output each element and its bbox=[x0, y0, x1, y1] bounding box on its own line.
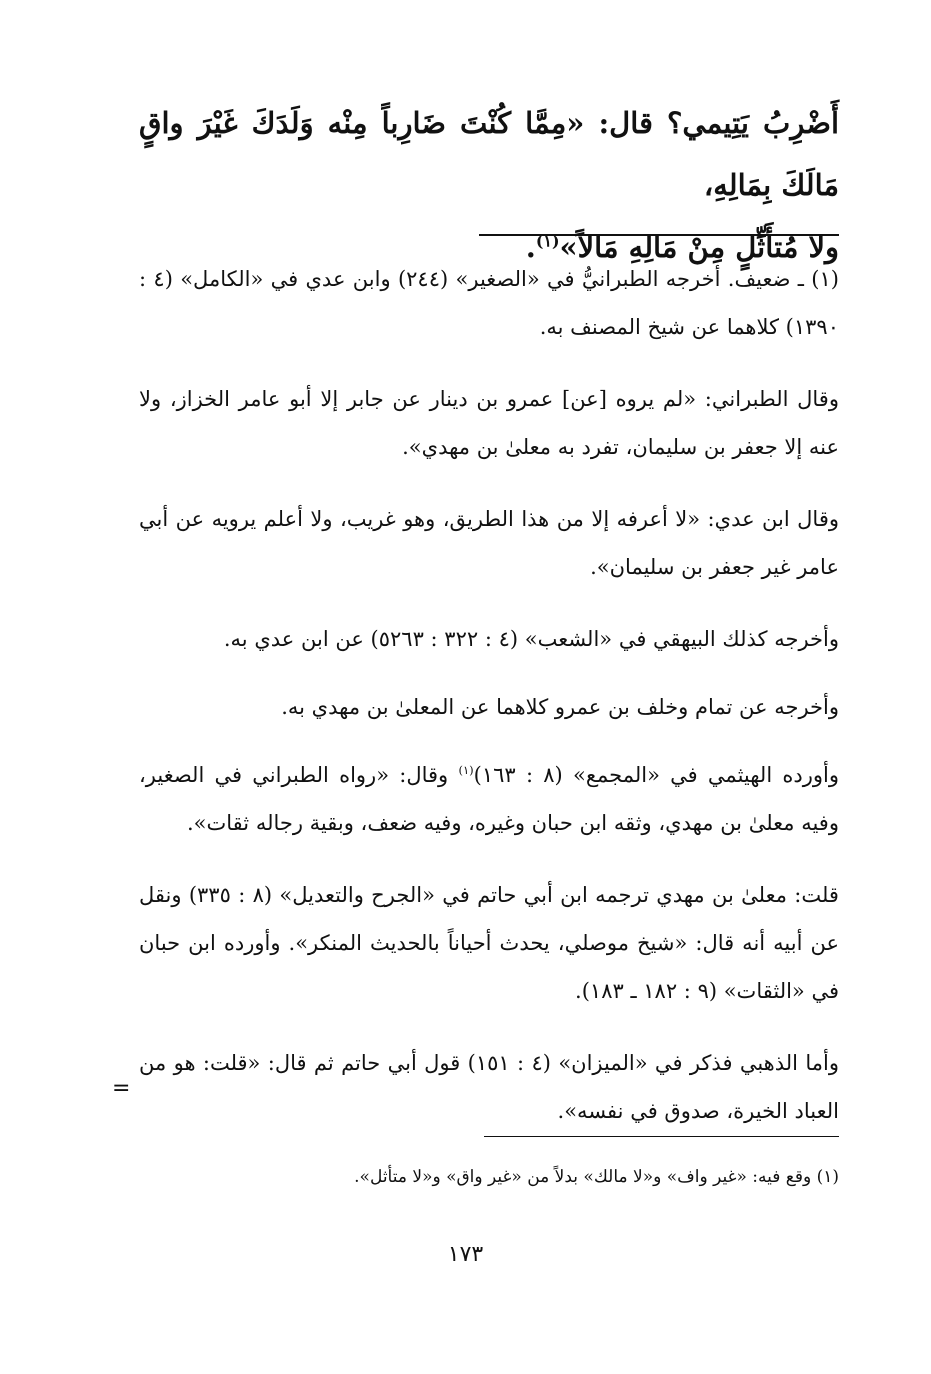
main-text-line-2-end: . bbox=[525, 230, 536, 264]
commentary-paragraph: قلت: معلىٰ بن مهدي ترجمه ابن أبي حاتم في «الجرح والتعديل» (٨ : ٣٣٥) ونقل عن أبيه أنه قال: «شيخ موصلي، يحدث أحياناً بالحديث المنكر». وأورده ابن حبان في «الثقات» (٩ : ١٨٢ ـ ١٨٣). bbox=[139, 883, 839, 1003]
bottom-footnote: (١) وقع فيه: «غير واف» و«لا مالك» بدلاً من «غير واق» و«لا متأثل». bbox=[354, 1167, 839, 1187]
commentary-paragraph: وأخرجه كذلك البيهقي في «الشعب» (٤ : ٣٢٢ : ٥٢٦٣) عن ابن عدي به. bbox=[223, 627, 839, 651]
commentary-paragraph: وقال الطبراني: «لم يروه [عن] عمرو بن دينار عن جابر إلا أبو عامر الخزاز، ولا عنه إلا جعفر بن سليمان، تفرد به معلىٰ بن مهدي». bbox=[139, 387, 839, 459]
commentary-paragraph-haythami bbox=[139, 751, 839, 847]
footnote-ref-main: (١) bbox=[535, 231, 560, 251]
hadith-main-text bbox=[139, 92, 839, 278]
footnote-separator-rule bbox=[484, 1136, 839, 1137]
main-text-line-1: أَضْرِبُ يَتِيمي؟ قال: «مِمَّا كُنْتَ ضَارِباً مِنْه وَلَدَكَ غَيْرَ واقٍ مَالَكَ بِمَالِهِ، bbox=[139, 106, 839, 202]
haythami-before-ref: وأورده الهيثمي في «المجمع» (٨ : ١٦٣) bbox=[473, 763, 839, 787]
commentary-separator-rule bbox=[479, 234, 839, 236]
haythami-after-ref: وقال: «رواه الطبراني في الصغير، وفيه معلىٰ بن مهدي، وثقه ابن حبان وغيره، وفيه ضعف، وبقية رجاله ثقات». bbox=[139, 763, 839, 835]
footnote-ref-commentary: (١) bbox=[458, 763, 474, 777]
commentary-paragraph: (١) ـ ضعيف. أخرجه الطبرانيُّ في «الصغير» (٢٤٤) وابن عدي في «الكامل» (٤ : ١٣٩٠) كلاهما عن شيخ المصنف به. bbox=[139, 267, 839, 339]
page-number: ١٧٣ bbox=[447, 1242, 484, 1267]
commentary-paragraph: وأما الذهبي فذكر في «الميزان» (٤ : ١٥١) قول أبي حاتم ثم قال: «قلت: هو من العباد الخيرة، صدوق في نفسه». bbox=[139, 1051, 839, 1123]
commentary-paragraph: وأخرجه عن تمام وخلف بن عمرو كلاهما عن المعلىٰ بن مهدي به. bbox=[281, 695, 839, 719]
main-text-line-2-body: ولا مُتأَثِّلٍ مِنْ مَالِهِ مَالاً» bbox=[559, 230, 839, 264]
continuation-mark: = bbox=[112, 1076, 131, 1101]
commentary-paragraph: وقال ابن عدي: «لا أعرفه إلا من هذا الطريق، وهو غريب، ولا أعلم يرويه عن أبي عامر غير جعفر بن سليمان». bbox=[139, 507, 839, 579]
takhrij-commentary bbox=[139, 255, 839, 1159]
